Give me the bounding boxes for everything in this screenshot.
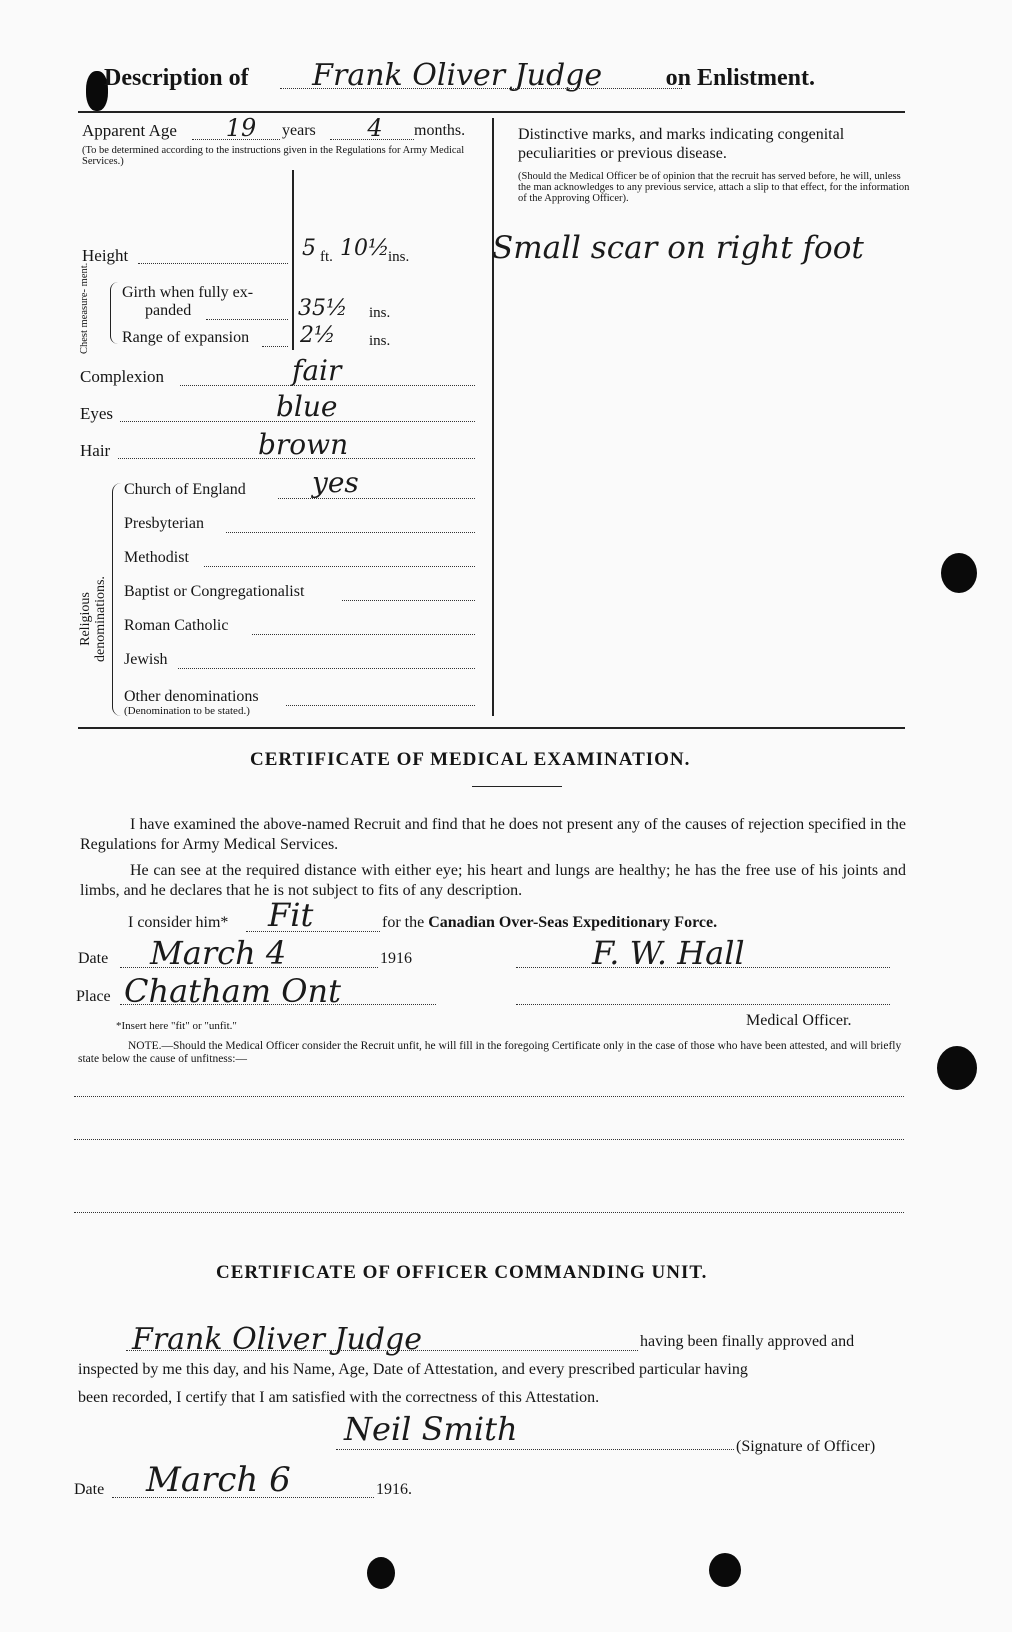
religion-side-label [78,576,108,662]
commanding-year: 1916. [376,1481,412,1498]
medical-signature: F. W. Hall [592,934,745,972]
recruit-name: Frank Oliver Judge [312,58,603,93]
commanding-text-2: inspected by me this day, and his Name, Age, Date of Attestation, and every prescribed particular having [78,1361,748,1378]
commanding-text-1: having been finally approved and [640,1333,855,1350]
marks-note: (Should the Medical Officer be of opinion that the recruit has served before, he will, unless the man acknowledges to any previous service, attach a slip to that effect, for the information of the Approving Officer). [518,171,910,204]
religion-roman-catholic-label: Roman Catholic [124,617,229,634]
chest-side-3: ment. [79,262,90,287]
insert-note: *Insert here "fit" or "unfit." [116,1020,237,1032]
range-label: Range of expansion [122,329,250,346]
eyes-value: blue [276,390,338,423]
chest-side-2: measure- [79,288,90,328]
girth-ins-label: ins. [369,305,391,321]
religion-methodist-line [204,566,475,567]
age-label: Apparent Age [82,121,177,140]
marks-heading: Distinctive marks, and marks indicating congenital peculiarities or previous disease. [518,126,845,162]
medical-place-label: Place [76,988,111,1005]
range-value: 2½ [300,323,336,348]
girth-value: 35½ [298,296,348,321]
religion-baptist-label: Baptist or Congregationalist [124,583,305,600]
unfitness-line-2 [74,1139,904,1140]
religion-other-label: Other denominations [124,688,259,705]
range-line [262,346,288,347]
age-years-value: 19 [225,114,257,142]
religion-methodist-label: Methodist [124,549,189,566]
religion-church-of-england-value: yes [312,466,359,499]
medical-officer-line [516,1004,890,1005]
medical-title-rule [472,786,562,787]
section-rule [78,727,905,729]
medical-title: CERTIFICATE OF MEDICAL EXAMINATION. [250,749,691,770]
chest-brace [110,282,119,344]
range-ins-label: ins. [369,333,391,349]
values-divider [292,170,294,350]
commanding-signature: Neil Smith [344,1410,518,1448]
ft-label: ft. [320,249,333,265]
name-dotted-line [280,88,682,89]
height-inches-value: 10½ [340,236,390,261]
religion-jewish-line [178,668,475,669]
medical-place-value: Chatham Ont [124,972,341,1010]
chest-side-label [79,263,90,354]
title-prefix: Description of [104,65,249,91]
hair-label: Hair [80,441,111,460]
religion-jewish-label: Jewish [124,651,168,668]
religion-brace [112,483,121,716]
top-rule [78,111,905,113]
commanding-signature-line [336,1449,734,1450]
height-label: Height [82,246,129,265]
medical-officer-label: Medical Officer. [746,1012,852,1029]
religion-church-of-england-line [278,498,475,499]
medical-para-2: He can see at the required distance with either eye; his heart and lungs are healthy; he has the free use of his joints and limbs, and he declares that he is not subject to fits of any description. [80,862,906,899]
religion-presbyterian-label: Presbyterian [124,515,204,532]
punch-hole [709,1553,741,1587]
unfit-note: NOTE.—Should the Medical Officer consider the Recruit unfit, he will fill in the foregoing Certificate only in the case of those who have been attested, and will briefly state below the cause of unfitness:— [78,1040,902,1065]
eyes-label: Eyes [80,404,114,423]
commanding-date-label: Date [74,1481,105,1498]
height-line [138,263,288,264]
religion-presbyterian-line [226,532,475,533]
medical-para-1: I have examined the above-named Recruit and find that he does not present any of the causes of rejection specified in the Regulations for Army Medical Services. [80,816,906,853]
title-suffix: on Enlistment. [665,65,816,91]
height-feet-value: 5 [302,236,316,261]
consider-suffix [382,914,717,932]
religion-side-1: Religious [78,592,93,646]
medical-date-label: Date [78,950,109,967]
religion-baptist-line [342,600,475,601]
religion-church-of-england-label: Church of England [124,481,246,498]
force-name: Canadian Over-Seas Expeditionary Force. [428,914,718,931]
age-years-line [192,139,280,140]
medical-year: 1916 [380,950,412,967]
years-label: years [282,122,316,139]
commanding-text-3: been recorded, I certify that I am satisfied with the correctness of this Attestation. [78,1389,600,1406]
ins-label: ins. [388,249,410,265]
unfitness-line-3 [74,1212,904,1213]
commanding-title: CERTIFICATE OF OFFICER COMMANDING UNIT. [216,1262,708,1283]
age-months-value: 4 [367,114,383,142]
hair-value: brown [258,428,349,461]
months-label: months. [414,122,466,139]
religion-side-2: denominations. [93,576,108,662]
girth-label-1: Girth when fully ex- [122,284,254,301]
complexion-label: Complexion [80,367,165,386]
medical-date-value: March 4 [150,934,287,972]
consider-value: Fit [268,896,314,934]
consider-prefix: I consider him* [128,914,229,931]
age-note: (To be determined according to the instructions given in the Regulations for Army Medical Services.) [82,145,465,167]
commanding-signature-label: (Signature of Officer) [736,1438,876,1455]
punch-hole [941,553,977,593]
chest-side-1: Chest [79,330,90,354]
commanding-name-value: Frank Oliver Judge [132,1322,422,1357]
complexion-value: fair [292,354,342,387]
religion-other-note: (Denomination to be stated.) [124,705,250,717]
unfitness-line-1 [74,1096,904,1097]
punch-hole [937,1046,977,1090]
religion-other-line [286,705,475,706]
girth-label-2: panded [145,302,192,319]
marks-value: Small scar on right foot [492,230,864,266]
commanding-date-value: March 6 [146,1460,291,1500]
punch-hole [367,1557,395,1589]
age-months-line [330,139,414,140]
religion-roman-catholic-line [252,634,475,635]
for-the-text: for the [382,914,425,931]
girth-line [206,319,288,320]
column-divider [492,118,494,716]
